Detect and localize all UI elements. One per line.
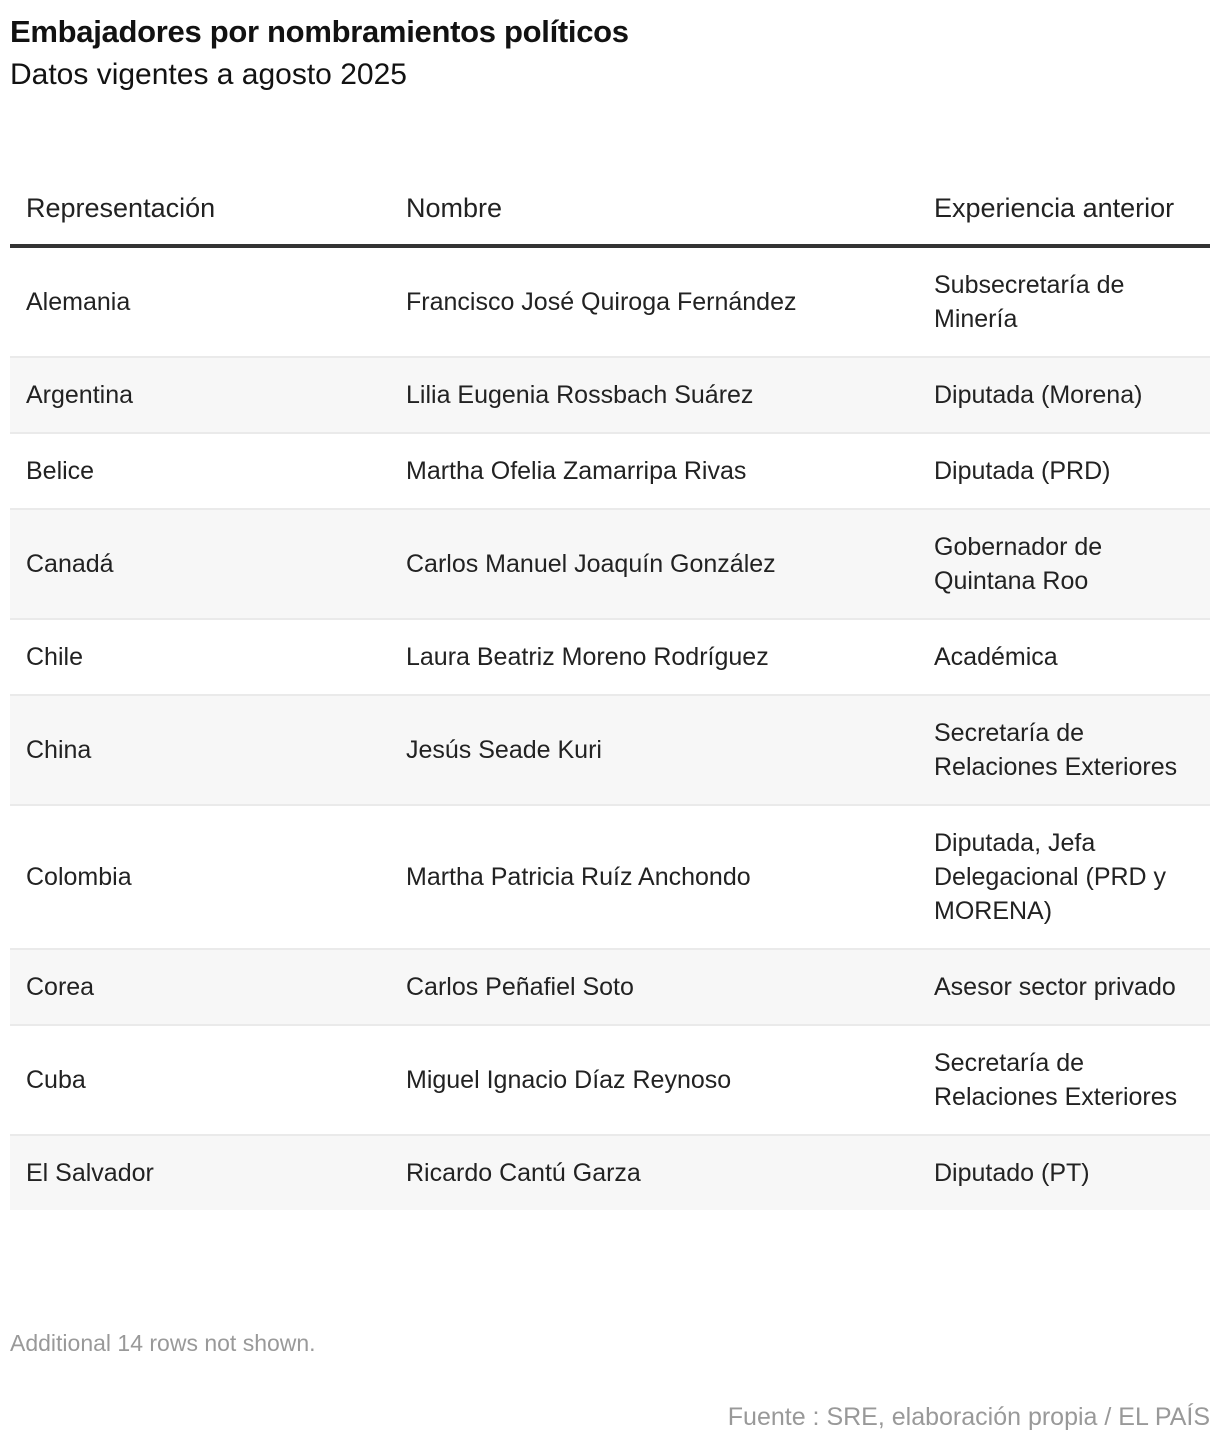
table-row bbox=[10, 246, 1210, 357]
cell-experiencia: Diputada (Morena) bbox=[918, 357, 1210, 433]
cell-representacion: Chile bbox=[10, 619, 390, 695]
table-row bbox=[10, 1135, 1210, 1210]
table-row bbox=[10, 619, 1210, 695]
page-subtitle: Datos vigentes a agosto 2025 bbox=[10, 58, 407, 91]
cell-nombre: Martha Patricia Ruíz Anchondo bbox=[390, 805, 918, 949]
cell-representacion: Canadá bbox=[10, 509, 390, 619]
table-row bbox=[10, 509, 1210, 619]
cell-nombre: Carlos Manuel Joaquín González bbox=[390, 509, 918, 619]
column-header-nombre: Nombre bbox=[390, 150, 918, 246]
table-row bbox=[10, 949, 1210, 1025]
cell-nombre: Carlos Peñafiel Soto bbox=[390, 949, 918, 1025]
cell-experiencia: Diputado (PT) bbox=[918, 1135, 1210, 1210]
table-row bbox=[10, 695, 1210, 805]
cell-representacion: China bbox=[10, 695, 390, 805]
rows-hidden-note: Additional 14 rows not shown. bbox=[10, 1330, 316, 1356]
table-body bbox=[10, 246, 1210, 1210]
table-row bbox=[10, 805, 1210, 949]
cell-experiencia: Gobernador de Quintana Roo bbox=[918, 509, 1210, 619]
cell-nombre: Jesús Seade Kuri bbox=[390, 695, 918, 805]
column-header-experiencia: Experiencia anterior bbox=[918, 150, 1210, 246]
cell-nombre: Laura Beatriz Moreno Rodríguez bbox=[390, 619, 918, 695]
cell-experiencia: Secretaría de Relaciones Exteriores bbox=[918, 695, 1210, 805]
cell-representacion: Belice bbox=[10, 433, 390, 509]
cell-nombre: Miguel Ignacio Díaz Reynoso bbox=[390, 1025, 918, 1135]
cell-representacion: Alemania bbox=[10, 246, 390, 357]
cell-representacion: Argentina bbox=[10, 357, 390, 433]
cell-nombre: Martha Ofelia Zamarripa Rivas bbox=[390, 433, 918, 509]
cell-experiencia: Asesor sector privado bbox=[918, 949, 1210, 1025]
table-header bbox=[10, 150, 1210, 246]
cell-representacion: Colombia bbox=[10, 805, 390, 949]
table-row bbox=[10, 433, 1210, 509]
cell-experiencia: Diputada (PRD) bbox=[918, 433, 1210, 509]
column-header-representacion: Representación bbox=[10, 150, 390, 246]
cell-experiencia: Subsecretaría de Minería bbox=[918, 246, 1210, 357]
table-row bbox=[10, 1025, 1210, 1135]
source-credit: Fuente : SRE, elaboración propia / EL PAÍS bbox=[727, 1403, 1210, 1431]
table-row bbox=[10, 357, 1210, 433]
cell-representacion: Cuba bbox=[10, 1025, 390, 1135]
data-table bbox=[10, 150, 1210, 1210]
cell-representacion: Corea bbox=[10, 949, 390, 1025]
cell-nombre: Ricardo Cantú Garza bbox=[390, 1135, 918, 1210]
page-title: Embajadores por nombramientos políticos bbox=[10, 14, 629, 49]
cell-nombre: Lilia Eugenia Rossbach Suárez bbox=[390, 357, 918, 433]
cell-experiencia: Secretaría de Relaciones Exteriores bbox=[918, 1025, 1210, 1135]
cell-experiencia: Académica bbox=[918, 619, 1210, 695]
cell-nombre: Francisco José Quiroga Fernández bbox=[390, 246, 918, 357]
cell-representacion: El Salvador bbox=[10, 1135, 390, 1210]
cell-experiencia: Diputada, Jefa Delegacional (PRD y MORENA) bbox=[918, 805, 1210, 949]
